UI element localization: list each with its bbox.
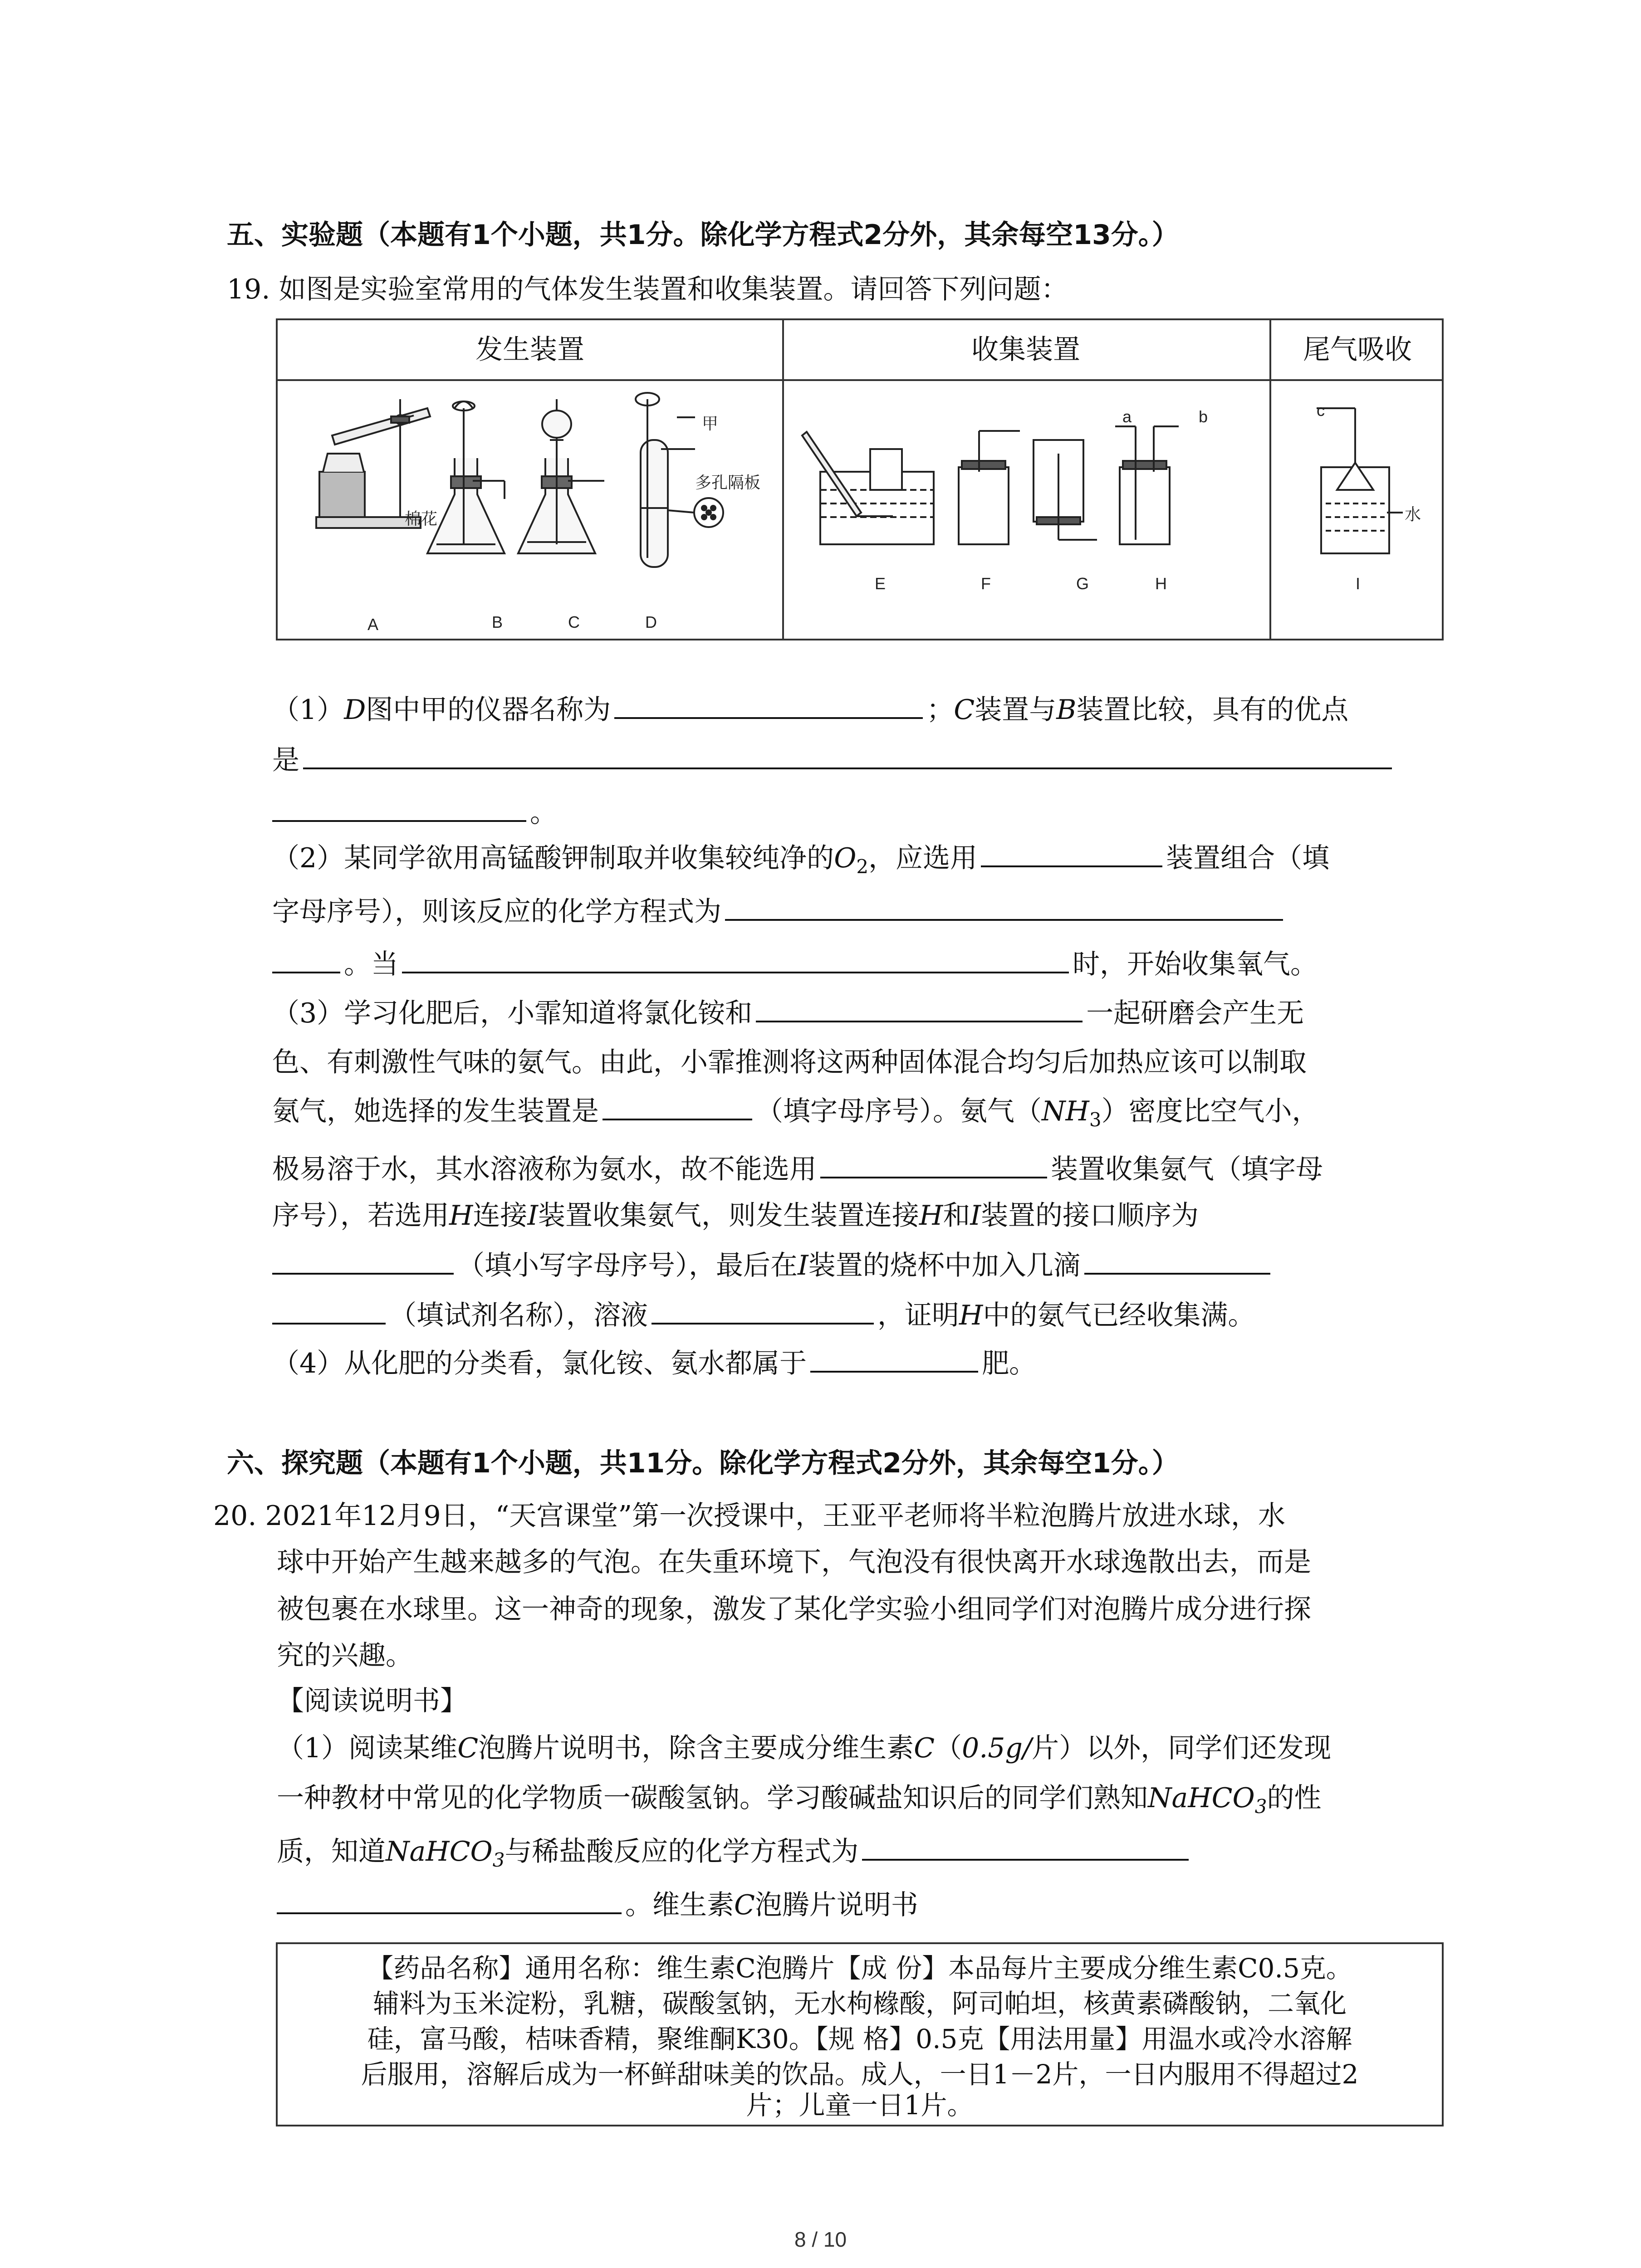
q19-part3-line1: （3）学习化肥后，小霏知道将氯化铵和 一起研磨会产生无 <box>272 995 1304 1031</box>
answer-blank-1[interactable] <box>614 692 923 719</box>
label-F: F <box>981 574 991 593</box>
label-G: G <box>1076 574 1089 593</box>
answer-blank-3[interactable] <box>272 795 526 822</box>
label-D: D <box>645 613 657 631</box>
answer-blank-15[interactable] <box>810 1345 978 1373</box>
q19-part3-line7: （填试剂名称），溶液 ，证明H中的氨气已经收集满。 <box>272 1297 1255 1334</box>
label-E: E <box>875 574 886 593</box>
vitamin-c-manual-box <box>276 1942 1444 2126</box>
header-generation: 发生装置 <box>475 334 584 366</box>
answer-blank-14[interactable] <box>652 1297 874 1325</box>
q19-part1-line2: 是 <box>272 742 1396 778</box>
q19-part2-line1: （2）某同学欲用高锰酸钾制取并收集较纯净的$O_2$，应选用 装置组合（填 <box>272 840 1329 885</box>
answer-blank-7[interactable] <box>402 946 1069 973</box>
apparatus-table <box>276 318 1444 640</box>
port-c: c <box>1317 401 1325 420</box>
q19-part3-line3: 氨气，她选择的发生装置是 （填字母序号）。氨气$(NH_3)$密度比空气小， <box>272 1093 1319 1138</box>
header-collection: 收集装置 <box>971 334 1080 366</box>
manual-line: 后服用，溶解后成为一杯鲜甜味美的饮品。成人，一日1－2片，一日内服用不得超过2 <box>361 2059 1359 2090</box>
read-manual-heading: 【阅读说明书】 <box>277 1685 467 1717</box>
answer-blank-6[interactable] <box>272 946 340 973</box>
q19-part3-line4: 极易溶于水，其水溶液称为氨水，故不能选用 装置收集氨气（填字母 <box>272 1151 1323 1188</box>
answer-blank-2[interactable] <box>303 742 1392 769</box>
q19-part3-line5: 序号），若选用H连接I装置收集氨气，则发生装置连接H和I装置的接口顺序为 <box>272 1200 1199 1232</box>
label-B: B <box>492 613 503 631</box>
answer-blank-4[interactable] <box>981 840 1162 867</box>
manual-line: 【药品名称】通用名称：维生素C泡腾片【成 份】本品每片主要成分维生素C0.5克。 <box>367 1953 1352 1984</box>
answer-blank-12[interactable] <box>1084 1247 1270 1275</box>
answer-blank-10[interactable] <box>820 1151 1047 1178</box>
label-jia: 甲 <box>702 414 719 433</box>
label-porous-plate: 多孔隔板 <box>695 473 761 492</box>
q19-part4: （4）从化肥的分类看，氯化铵、氨水都属于 肥。 <box>272 1345 1036 1382</box>
q20-line1: 20. 2021年12月9日，“天宫课堂”第一次授课中，王亚平老师将半粒泡腾片放进水球，水 <box>213 1500 1286 1532</box>
label-H: H <box>1155 574 1167 593</box>
q19-part3-line6: （填小写字母序号），最后在I装置的烧杯中加入几滴 <box>272 1247 1274 1284</box>
answer-blank-9[interactable] <box>603 1093 752 1120</box>
manual-line: 硅，富马酸，桔味香精，聚维酮K30。【规 格】0.5克【用法用量】用温水或冷水溶解 <box>367 2024 1352 2054</box>
answer-blank-8[interactable] <box>756 995 1083 1022</box>
answer-blank-13[interactable] <box>272 1297 386 1325</box>
answer-blank-17[interactable] <box>277 1887 622 1914</box>
section6-heading: 六、探究题（本题有1个小题，共11分。除化学方程式2分外，其余每空1分。） <box>227 1447 1179 1479</box>
q19-part3-line2: 色、有刺激性气味的氨气。由此，小霏推测将这两种固体混合均匀后加热应该可以制取 <box>272 1046 1307 1078</box>
q20-part1-line2: 一种教材中常见的化学物质一碳酸氢钠。学习酸碱盐知识后的同学们熟知NaHCO$_3$的性 <box>277 1782 1322 1818</box>
label-C: C <box>568 613 580 631</box>
q19-part1-line3: 。 <box>272 795 557 831</box>
manual-line: 片；儿童一日1片。 <box>746 2090 974 2121</box>
q20-line3: 被包裹在水球里。这一神奇的现象，激发了某化学实验小组同学们对泡腾片成分进行探 <box>277 1593 1311 1625</box>
label-cotton: 棉花 <box>405 509 438 528</box>
answer-blank-5[interactable] <box>725 894 1283 921</box>
answer-blank-16[interactable] <box>862 1833 1189 1861</box>
label-I: I <box>1356 574 1361 593</box>
q19-part2-line3: 。当 时，开始收集氧气。 <box>272 946 1318 982</box>
q20-line2: 球中开始产生越来越多的气泡。在失重环境下，气泡没有很快离开水球逸散出去，而是 <box>277 1546 1311 1578</box>
section5-heading: 五、实验题（本题有1个小题，共1分。除化学方程式2分外，其余每空13分。） <box>227 219 1179 251</box>
port-a: a <box>1122 407 1132 426</box>
collection-apparatus-figure <box>784 381 1269 640</box>
q19-part2-line2: 字母序号），则该反应的化学方程式为 <box>272 894 1287 930</box>
q20-part1-line1: （1）阅读某维C泡腾片说明书，除含主要成分维生素C（0.5g/片）以外，同学们还发现 <box>277 1732 1332 1764</box>
header-tail-gas: 尾气吸收 <box>1303 334 1412 366</box>
q20-line4: 究的兴趣。 <box>277 1640 413 1672</box>
label-A: A <box>367 615 379 634</box>
q20-part1-line3: 质，知道NaHCO$_3$与稀盐酸反应的化学方程式为 <box>277 1833 1192 1878</box>
manual-line: 辅料为玉米淀粉，乳糖，碳酸氢钠，无水枸橼酸，阿司帕坦，核黄素磷酸钠，二氧化 <box>372 1988 1347 2019</box>
label-water: 水 <box>1405 505 1421 523</box>
port-b: b <box>1199 407 1208 426</box>
q20-part1-line4: 。维生素C泡腾片说明书 <box>277 1887 918 1923</box>
q19-intro: 19. 如图是实验室常用的气体发生装置和收集装置。请回答下列问题： <box>227 274 1068 305</box>
q19-part1-line1: （1）D图中甲的仪器名称为 ；C装置与B装置比较，具有的优点 <box>272 692 1348 728</box>
page-number: 8 / 10 <box>794 2228 847 2251</box>
answer-blank-11[interactable] <box>272 1247 454 1275</box>
